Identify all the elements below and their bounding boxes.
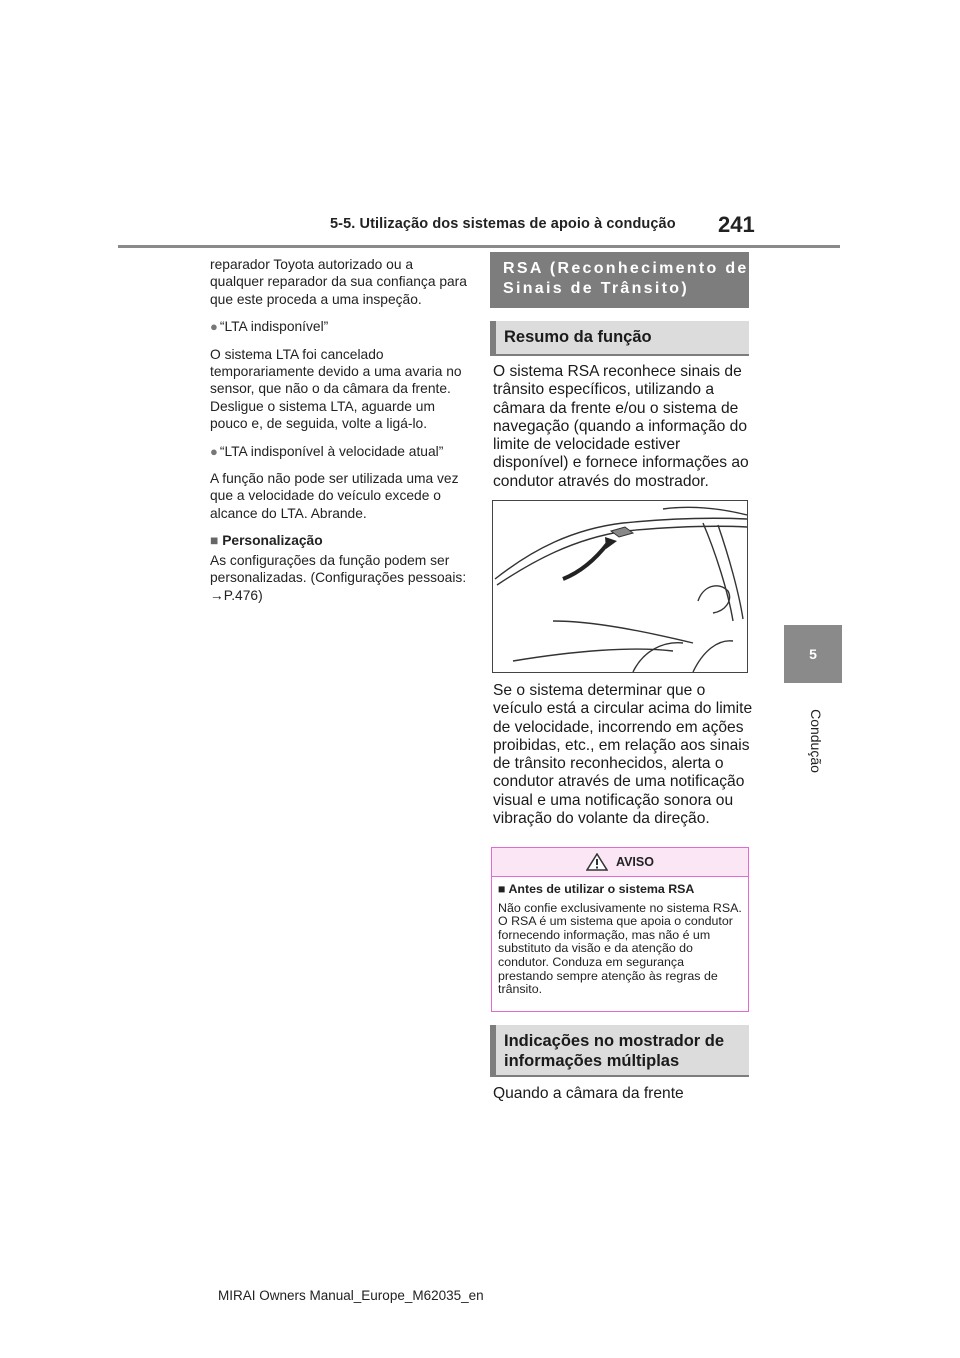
rsa-paragraph-2: Se o sistema determinar que o veículo está a circular acima do limite de velocidade, incorrendo em ações proibidas, etc., em relação aos sinais de trânsito reconhecidos, alerta o condutor através de uma notificação visual e uma notificação sonora ou vibração do volante da direção. [493,682,753,828]
rsa-paragraph-1: O sistema RSA reconhece sinais de trânsito específicos, utilizando a câmara da frente e/ou o sistema de navegação (quando a informação do limite de velocidade estiver disponível) e fornece informações ao condutor através do mostrador. [493,363,749,490]
footer-text: MIRAI Owners Manual_Europe_M62035_en [218,1288,484,1303]
windshield-camera-figure [492,500,748,673]
section-heading-indicacoes: Indicações no mostrador de informações múltiplas [490,1025,749,1077]
page-number: 241 [718,212,755,237]
header-rule [118,245,840,248]
section-banner: RSA (Reconhecimento de Sinais de Trânsito) [490,252,749,308]
item-title: “LTA indisponível” [219,319,329,335]
list-item [210,318,470,335]
warning-subheading: ■ Antes de utilizar o sistema RSA [498,882,695,896]
item-text: O sistema LTA foi cancelado temporariamente devido a uma avaria no sensor, que não o da câmara da frente. Desligue o sistema LTA, aguarde um pouco e, de seguida, volte a ligá-lo. [210,346,462,432]
chapter-number: 5 [809,646,817,662]
custom-text: As configurações da função podem ser personalizadas. (Configurações pessoais: →P.476) [210,552,467,603]
warning-triangle-icon [586,853,608,871]
warning-body [492,877,748,997]
square-bullet-icon: ■ [498,882,506,896]
intro-text: reparador Toyota autorizado ou a qualquer reparador da sua confiança para que este proceda a uma inspeção. [210,257,467,307]
car-windshield-illustration [493,501,747,672]
item-text: A função não pode ser utilizada uma vez que a velocidade do veículo excede o alcance do LTA. Abrande. [210,471,459,521]
square-bullet-icon: ■ [210,533,219,549]
chapter-tab [784,625,842,683]
section-heading-resumo: Resumo da função [490,321,749,356]
rsa-paragraph-3: Quando a câmara da frente [493,1085,684,1102]
list-item [210,443,470,460]
running-header-title: 5-5. Utilização dos sistemas de apoio à condução [330,216,676,232]
warning-label: AVISO [616,855,654,869]
warning-box [491,847,749,1012]
left-column [210,256,470,614]
custom-heading: ■ Personalização [210,533,323,549]
item-title: “LTA indisponível à velocidade atual” [219,443,444,459]
chapter-label: Condução [808,709,824,773]
warning-text: Não confie exclusivamente no sistema RSA. O RSA é um sistema que apoia o condutor fornecendo informação, mas não é um substituto da visão e da atenção do condutor. Conduza em segurança prestando sempre atenção às regras de trânsito. [498,900,742,997]
page-reference[interactable]: P.476 [223,587,259,603]
circle-bullet-icon: ● [210,443,218,459]
circle-bullet-icon: ● [210,319,218,335]
arrow-right-icon: → [210,587,224,603]
warning-header [492,848,748,877]
